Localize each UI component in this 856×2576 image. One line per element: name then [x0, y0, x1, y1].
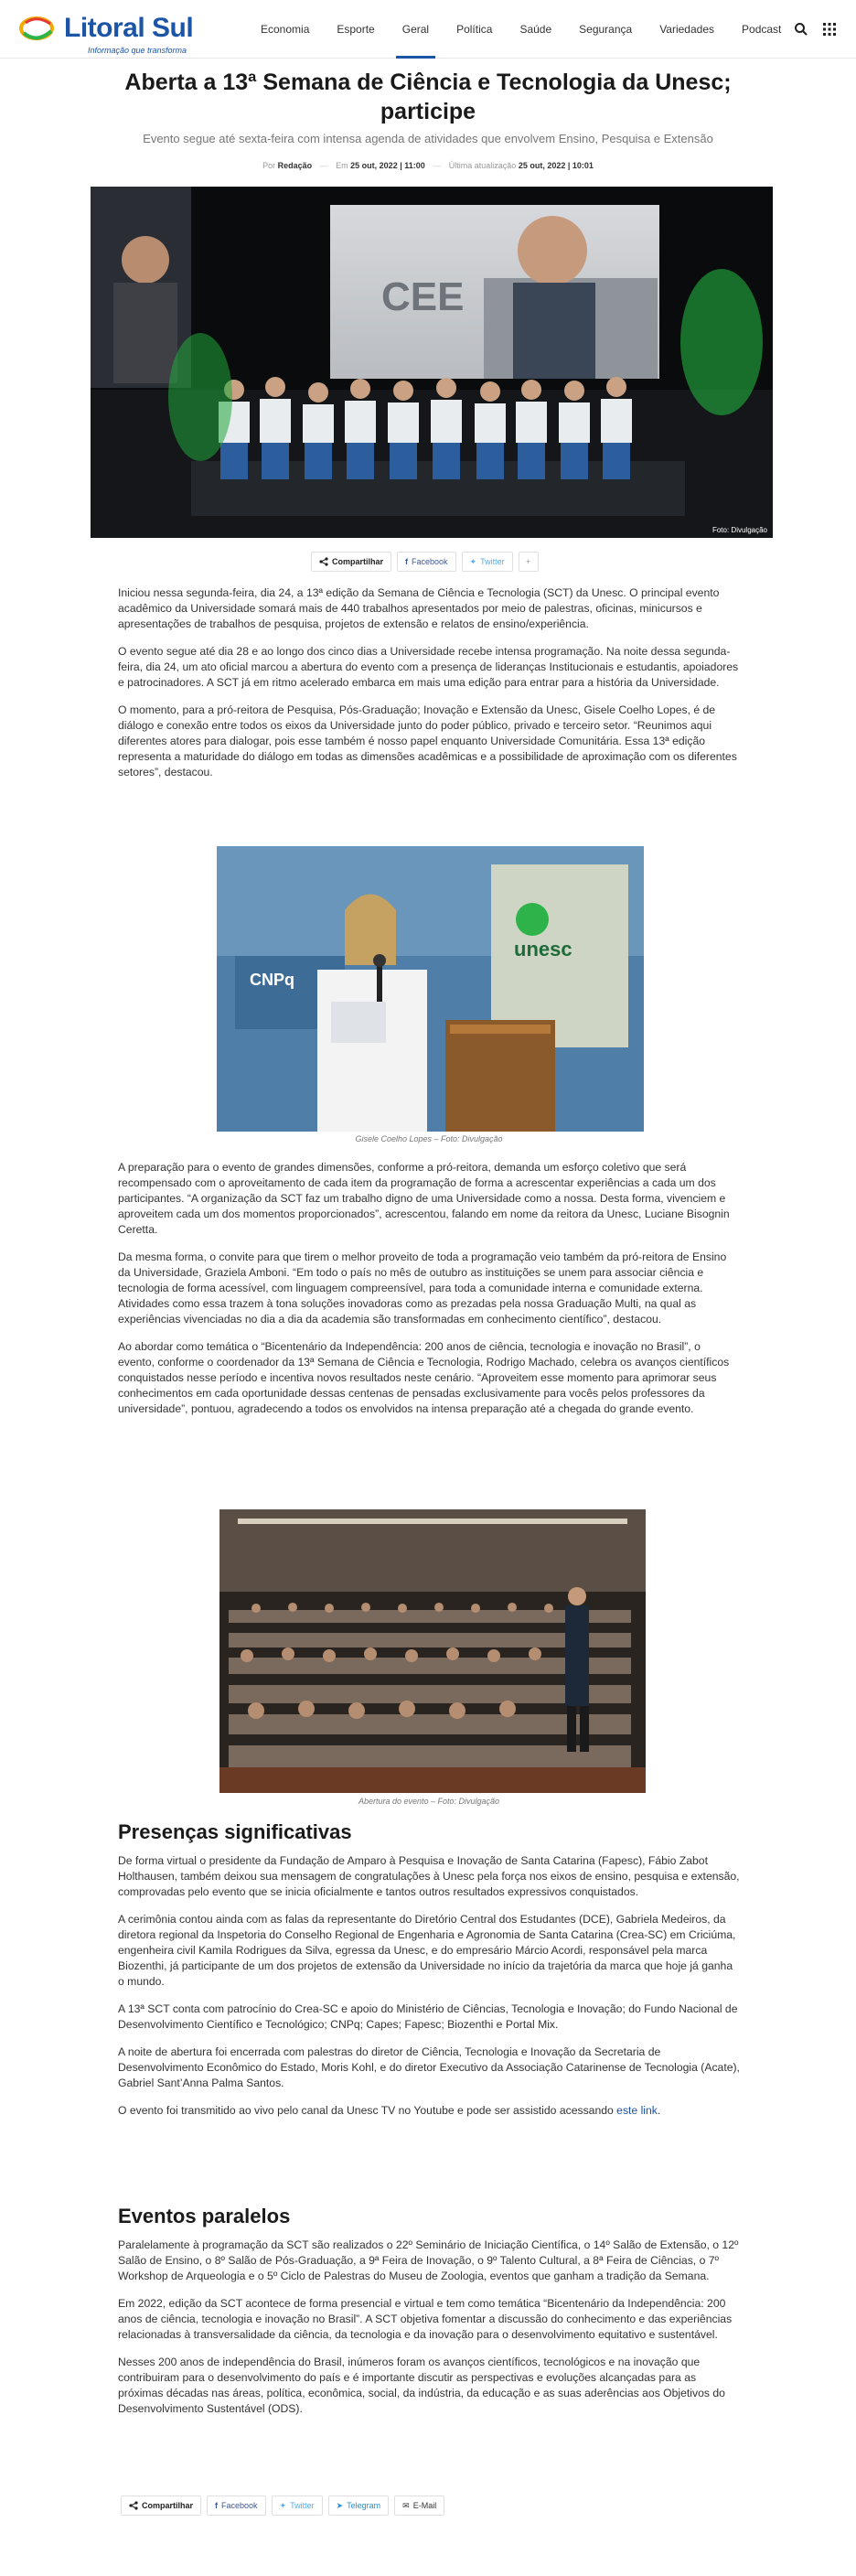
facebook-share-button[interactable]: f Facebook	[397, 552, 456, 572]
logo-name: Litoral Sul	[64, 13, 194, 43]
paragraph: A cerimônia contou ainda com as falas da representante do Diretório Central dos Estudantes (DCE), Gabriela Medeiros, da diretora regional da Inspetoria do Conselho Regional de Engenharia e Agronomia de Santa Catarina (Crea-SC) em Criciúma, engenheira civil Kamila Rodrigues da Silva, egressa da Unesc, e do empresário Márcio Acordi, responsável pela marca Biozenthi, já participante de um dos projetos de extensão da Universidade no início da trajetória da marca que hoje já ganha o mundo.	[118, 1913, 736, 1988]
paragraph: Iniciou nessa segunda-feira, dia 24, a 13ª edição da Semana de Ciência e Tecnologia (SCT) da Unesc. O principal evento acadêmico da Universidade somará mais de 440 trabalhos apresentados por meio de palestras, oficinas, minicursos e apresentações de trabalhos de pesquisa, projetos de extensão e relatos de ensino/experiência.	[118, 586, 720, 630]
nav-item-politica[interactable]: Política	[456, 23, 493, 36]
section-title-eventos: Eventos paralelos	[118, 2205, 291, 2227]
figure-gisele-photo	[217, 846, 644, 1132]
section-title-presencas: Presenças significativas	[118, 1820, 352, 1843]
figure-gisele-caption: Gisele Coelho Lopes – Foto: Divulgação	[355, 1134, 503, 1143]
logo-icon	[18, 15, 62, 42]
paragraph-live: O evento foi transmitido ao vivo pelo canal da Unesc TV no Youtube e pode ser assistido acessando este link.	[118, 2104, 661, 2117]
paragraph: Em 2022, edição da SCT acontece de forma presencial e virtual e tem como temática “Bicentenário da Independência: 200 anos de ciência, tecnologia e inovação no Brasil”. A SCT objetiva fomentar a discussão do conhecimento e das experiências relacionadas à transversalidade da ciência, da tecnologia e da inovação para o desenvolvimento equitativo e sustentável.	[118, 2297, 733, 2341]
meta-updated-label: Última atualização	[448, 161, 517, 170]
article-body-part-3	[118, 1853, 740, 2119]
figure-gisele	[217, 846, 644, 1132]
article-subtitle: Evento segue até sexta-feira com intensa agenda de atividades que envolvem Ensino, Pesquisa e Extensão	[143, 132, 713, 145]
meta-author[interactable]: Redação	[277, 161, 313, 170]
nav-item-variedades[interactable]: Variedades	[659, 23, 715, 36]
paragraph: O evento segue até dia 28 e ao longo dos cinco dias a Universidade recebe intensa programação. Na noite dessa segunda-feira, dia 24, um ato oficial marcou a abertura do evento com a presença de lideranças Institucionais e estudantis, apoiadores e patrocinadores. A SCT já em ritmo acelerado embarca em mais uma edição para entrar para a história da Universidade.	[118, 645, 739, 689]
share-button[interactable]: Compartilhar	[121, 2496, 201, 2516]
facebook-share-button[interactable]: f Facebook	[207, 2496, 266, 2516]
nav-item-economia[interactable]: Economia	[261, 23, 310, 36]
nav-item-podcast[interactable]: Podcast	[742, 23, 782, 36]
paragraph: A noite de abertura foi encerrada com palestras do diretor de Ciência, Tecnologia e Inovação da Secretaria de Desenvolvimento Econômico do Estado, Moris Kohl, e do diretor Executivo da Associação Catarinense de Tecnologia (Acate), Gabriel Sant’Anna Palma Santos.	[118, 2045, 740, 2089]
live-stream-link[interactable]: este link	[616, 2104, 658, 2117]
twitter-icon: ✦	[279, 2501, 287, 2510]
logo-tagline: Informação que transforma	[88, 46, 187, 55]
site-header	[0, 0, 856, 59]
grid-menu-icon[interactable]	[823, 23, 836, 36]
figure-auditorium	[219, 1509, 646, 1793]
share-bar-bottom	[121, 2496, 444, 2516]
twitter-share-button[interactable]: ✦ Twitter	[272, 2496, 323, 2516]
telegram-icon: ➤	[336, 2501, 344, 2510]
share-icon	[319, 557, 328, 566]
meta-published: 25 out, 2022 | 11:00	[350, 161, 425, 170]
paragraph: Ao abordar como temática o “Bicentenário da Independência: 200 anos de ciência, tecnologia e inovação no Brasil”, o evento, conforme o coordenador da 13ª Semana de Ciência e Tecnologia, Rodrigo Machado, celebra os avanços científicos conquistados nesse período e incentiva novos resultados neste cenário. “Aproveitem esse momento para aprimorar seus conhecimentos em cada oportunidade dessas centenas de pensadas exclusivamente para vocês pelos professores da universidade”, pontuou, agradecendo a todos os envolvidos na intensa preparação até a chegada do grande evento.	[118, 1340, 730, 1415]
article-body-part-2	[118, 1160, 740, 1417]
paragraph: Da mesma forma, o convite para que tirem o melhor proveito de toda a programação veio também da pró-reitora de Ensino da Universidade, Graziela Amboni. “Em todo o país no mês de outubro as instituições se unem para associar ciência e tecnologia de forma acessível, com linguagem compreensível, para toda a comunidade interna e comunidade externa. Atividades como essa trazem à tona soluções inovadoras como as prezadas pela nossa Graduação Multi, na qual as experiências vivenciadas no dia a dia da academia são transformadas em conhecimento científico”, destacou.	[118, 1250, 727, 1326]
article-meta: Por Redação — Em 25 out, 2022 | 11:00 — Última atualização 25 out, 2022 | 10:01	[262, 161, 594, 170]
share-icon	[129, 2501, 138, 2510]
article-title: Aberta a 13ª Semana de Ciência e Tecnologia da Unesc; participe	[124, 70, 732, 124]
telegram-share-button[interactable]: ➤ Telegram	[328, 2496, 390, 2516]
facebook-icon: f	[405, 557, 409, 566]
meta-updated: 25 out, 2022 | 10:01	[518, 161, 594, 170]
figure1-banner-text: CNPq	[250, 971, 294, 989]
nav-item-seguranca[interactable]: Segurança	[579, 23, 633, 36]
twitter-share-button[interactable]: ✦ Twitter	[462, 552, 513, 572]
figure1-brand-text: unesc	[514, 938, 572, 961]
paragraph: Nesses 200 anos de independência do Brasil, inúmeros foram os avanços científicos, tecnológicos e na inovação que contribuiram para o desenvolvimento do país e é importante discutir as perspectivas e evoluções alcançadas para as próximas décadas nas áreas, política, econômica, social, da indústria, da educação e as suas aderências aos Objetivos do Desenvolvimento Sustentável (ODS).	[118, 2356, 725, 2415]
paragraph: O momento, para a pró-reitora de Pesquisa, Pós-Graduação; Inovação e Extensão da Unesc, Gisele Coelho Lopes, é de diálogo e conexão entre todos os eixos da Universidade junto do poder público, privado e terceiro setor. “Reunimos aqui diferentes atores para dialogar, pois esse também é nosso papel enquanto Universidade Comunitária. Essa 13ª edição representa a maturidade do diálogo em todas as dimensões acadêmicas e a possibilidade de aproximação com os diferentes setores”, destacou.	[118, 703, 737, 778]
share-bar-top	[311, 552, 539, 572]
paragraph: A 13ª SCT conta com patrocínio do Crea-SC e apoio do Ministério de Ciências, Tecnologia e Inovação; do Fundo Nacional de Desenvolvimento Científico e Tecnológico; CNPq; Capes; Fapesc; Biozenthi e Portal Mix.	[118, 2002, 738, 2031]
facebook-icon: f	[215, 2501, 219, 2510]
paragraph: Paralelamente à programação da SCT são realizados o 22º Seminário de Iniciação Científica, o 14º Salão de Extensão, o 12º Salão de Ensino, o 8º Salão de Pós-Graduação, a 9ª Feira de Inovação, o 9º Talento Cultural, a 8ª Feira de Ciências, o 7º Workshop de Arqueologia e o 5º Ciclo de Palestras do Museu de Zoologia, eventos que ganham a tradição da Semana.	[118, 2238, 739, 2282]
nav-item-geral[interactable]: Geral	[389, 0, 443, 59]
hero-image	[91, 187, 773, 538]
email-share-button[interactable]: ✉ E-Mail	[394, 2496, 444, 2516]
mail-icon: ✉	[402, 2501, 410, 2510]
article-body-part-4	[118, 2238, 740, 2417]
hero-panel-text: CEE	[381, 274, 465, 319]
search-icon[interactable]	[794, 22, 808, 37]
main-nav	[247, 0, 795, 59]
nav-item-esporte[interactable]: Esporte	[337, 23, 375, 36]
meta-by-label: Por	[262, 161, 276, 170]
meta-in-label: Em	[336, 161, 348, 170]
figure-auditorium-photo	[219, 1509, 646, 1793]
nav-item-saude[interactable]: Saúde	[519, 23, 552, 36]
hero-credit: Foto: Divulgação	[712, 526, 767, 534]
paragraph: A preparação para o evento de grandes dimensões, conforme a pró-reitora, demanda um esforço coletivo que será recompensado com o aproveitamento de cada item da programação de forma a acrescentar experiências a cada um dos participantes. “A organização da SCT faz um trabalho digno de uma Universidade como a nossa. Desta forma, vivenciem e aproveitem cada um dos momentos proporcionados”, acrescentou, falando em nome da reitora da Unesc, Luciane Bisognin Ceretta.	[118, 1161, 730, 1236]
hero-photo	[91, 187, 773, 538]
twitter-icon: ✦	[469, 557, 477, 566]
share-button[interactable]: Compartilhar	[311, 552, 391, 572]
paragraph: De forma virtual o presidente da Fundação de Amparo à Pesquisa e Inovação de Santa Catarina (Fapesc), Fábio Zabot Holthausen, também deixou sua mensagem de congratulações à Unesc pela força nos eixos de ensino, pesquisa e extensão, comprovadas pelo evento que se inicia oficialmente e tantos outros resultados expressivos conquistados.	[118, 1854, 740, 1898]
more-share-button[interactable]: +	[519, 552, 539, 572]
site-logo[interactable]	[18, 9, 210, 53]
article-body-part-1	[118, 585, 740, 780]
figure-auditorium-caption: Abertura do evento – Foto: Divulgação	[358, 1797, 500, 1806]
